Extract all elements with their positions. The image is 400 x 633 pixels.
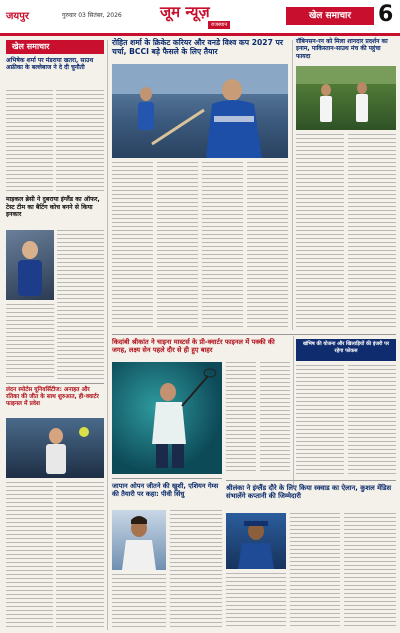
divider: [6, 383, 104, 384]
top-story-headline: रोहित शर्मा के क्रिकेट करियर और वनडे विश्व कप 2027 पर चर्चा, BCCI बड़े फैसले के लिए तैयार: [112, 38, 283, 57]
column-rule: [293, 336, 294, 486]
left-story2-text-col-b: [6, 304, 54, 380]
right-mid-text-col2: [348, 365, 396, 475]
left-story1-text-col1: [6, 90, 53, 192]
section-tag: खेल समाचार: [6, 40, 104, 54]
masthead: [0, 0, 400, 36]
newspaper-logo-sub: राजस्थान: [208, 21, 230, 29]
right-top-text-col1: [296, 134, 344, 330]
left-story2-headline: माइकल ब्रेसी ने दुबराया इंग्लैंड का ऑफर, टेस्ट टीम का बैटिंग कोच बनने से किया इनकार: [6, 196, 100, 219]
edition-city: जयपुर: [6, 11, 29, 22]
top-story-text-col3: [202, 162, 243, 330]
newspaper-logo: जूम न्यूज़: [160, 3, 210, 21]
divider: [112, 478, 222, 479]
bottom-story-text-col2: [170, 510, 222, 628]
left-story3-photo: [6, 418, 104, 478]
middle-story-photo: [112, 362, 222, 474]
bottom-story-headline: जापान ओपन जीतने की खुशी, एशियन गेम्स की तैयारी पर कहा: पीवी सिंधु: [112, 482, 219, 499]
section-title: खेल समाचार: [286, 7, 374, 25]
left-story1-headline: अभिषेक शर्मा पर मंडराया खतरा, साउथ अफ्रीका के बल्लेबाज ने दे दी चुनौती: [6, 57, 94, 72]
left-story3-text-col1: [6, 482, 53, 627]
right-top-text-col2: [348, 134, 396, 330]
right-mid-text-col1: [226, 573, 286, 629]
top-story-text-col1: [112, 162, 153, 330]
column-rule: [107, 40, 108, 630]
right-mid-photo: [226, 513, 286, 569]
bottom-story-photo: [112, 510, 166, 570]
right-top-headline: रॉबिनसन-रन को मिला शानदार प्रदर्शन का इनाम, पाकिस्तान-साउथ मंच की पहुंचा फायदा: [296, 38, 388, 60]
bottom-story-text-col1: [112, 574, 166, 628]
page-number: 6: [378, 2, 394, 27]
top-story-text-col2: [157, 162, 198, 330]
right-mid-banner: खंभिष की योजना और खिलाड़ियों की इंजरी पर रहेगा फोकस: [296, 339, 396, 361]
middle-story-text-col1: [226, 362, 256, 474]
right-mid-text-col2: [290, 513, 340, 629]
left-story3-headline: लंदन स्पोर्टस यूनिवर्सिटीज: अनाहत और रतिका की जीत के साथ शुरुआत, ही-क्वार्टर फाइनल में प्रवेश: [6, 387, 99, 408]
top-story-text-col4: [247, 162, 288, 330]
middle-story-text-col2: [260, 362, 290, 474]
divider: [112, 334, 396, 335]
left-story2-text-col: [57, 230, 104, 380]
edition-date: गुरुवार 03 सितंबर, 2026: [62, 12, 122, 19]
right-top-photo: [296, 66, 396, 130]
middle-story-headline: किदांबी श्रीकांत ने चाइना मास्टर्स के प्री-क्वार्टर फाइनल में पक्की की जगह, लक्ष्य सेन पहले दौर से ही हुए बाहर: [112, 338, 275, 355]
top-story-photo: [112, 64, 288, 158]
left-story2-photo: [6, 230, 54, 300]
right-mid-text-col3: [344, 513, 396, 629]
right-mid-text-col1: [296, 365, 344, 475]
right-mid-headline: श्रीलंका ने इंग्लैंड दौरे के लिए किया स्क्वाड का ऐलान, कुशल मेंडिस संभालेंगे कप्तानी की जिम्मेदारी: [226, 484, 392, 501]
left-story3-text-col2: [56, 482, 104, 627]
divider: [226, 480, 396, 481]
column-rule: [292, 40, 293, 330]
left-story1-text-col2: [56, 90, 104, 192]
